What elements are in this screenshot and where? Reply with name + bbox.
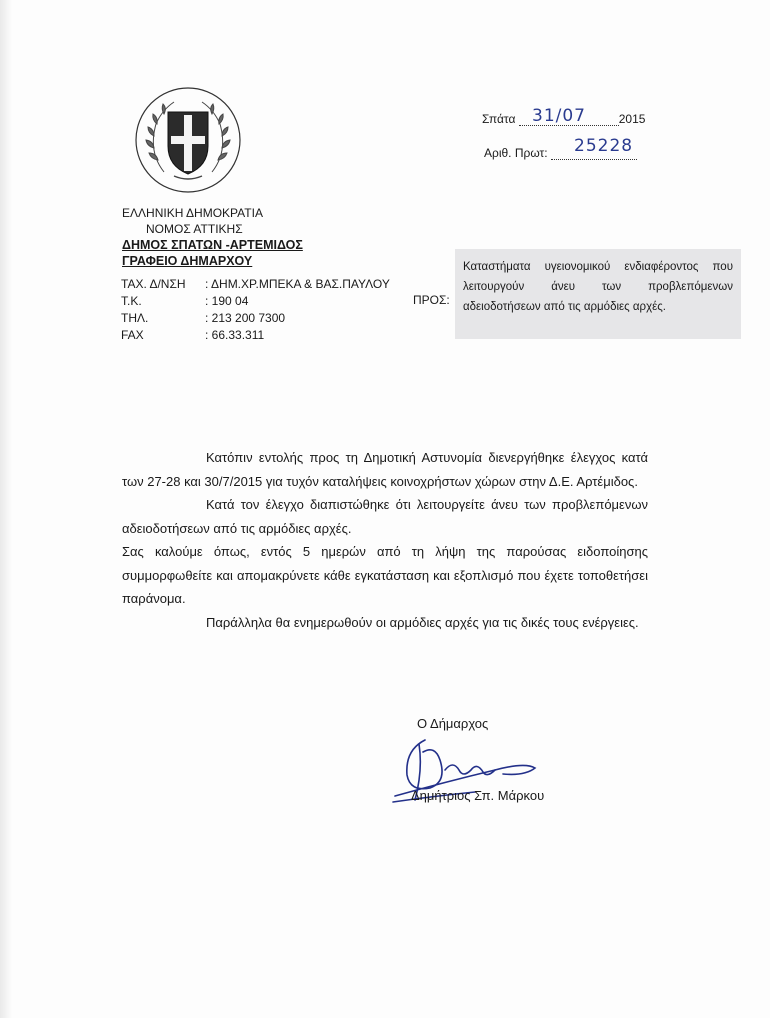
contact-row-fax bbox=[121, 327, 390, 344]
contact-value: : ΔΗΜ.ΧΡ.ΜΠΕΚΑ & ΒΑΣ.ΠΑΥΛΟΥ bbox=[205, 277, 390, 291]
office-name: ΓΡΑΦΕΙΟ ΔΗΜΑΡΧΟΥ bbox=[122, 254, 253, 268]
municipality-name: ΔΗΜΟΣ ΣΠΑΤΩΝ -ΑΡΤΕΜΙΔΟΣ bbox=[122, 238, 303, 252]
contact-label: ΤΑΧ. Δ/ΝΣΗ bbox=[121, 277, 186, 291]
recipient-box bbox=[455, 249, 741, 339]
handwritten-date: 31/07 bbox=[532, 106, 586, 126]
date-and-protocol bbox=[482, 106, 646, 180]
date-year: 2015 bbox=[618, 112, 646, 126]
body-paragraph: Παράλληλα θα ενημερωθούν οι αρμόδιες αρχές για τις δικές τους ενέργειες. bbox=[206, 614, 639, 630]
contact-row-postcode bbox=[121, 293, 390, 310]
letter-body bbox=[122, 446, 648, 634]
contact-value: : 190 04 bbox=[205, 294, 249, 308]
contact-label: Τ.Κ. bbox=[121, 294, 142, 308]
recipient-text: Καταστήματα υγειονομικού ενδιαφέροντος που λειτουργούν άνευ των προβλεπόμενων αδειοδοτήσεων από τις αρμόδιες αρχές. bbox=[463, 261, 733, 313]
signature-block bbox=[385, 712, 575, 812]
signatory-name: Δημήτριος Σπ. Μάρκου bbox=[411, 788, 545, 803]
body-paragraph: Κατόπιν εντολής προς τη Δημοτική Αστυνομία διενεργήθηκε έλεγχος κατά των 27-28 και 30/7/2015 για τυχόν καταλήψεις κοινοχρήστων χώρων στην Δ.Ε. Αρτέμιδος. bbox=[122, 450, 648, 489]
contact-row-address bbox=[121, 276, 390, 293]
recipient-label: ΠΡΟΣ: bbox=[413, 293, 450, 307]
protocol-row bbox=[482, 136, 645, 180]
protocol-label: Αριθ. Πρωτ: bbox=[484, 146, 548, 160]
body-paragraph: Σας καλούμε όπως, εντός 5 ημερών από τη λήψη της παρούσας ειδοποίησης συμμορφωθείτε και απομακρύνετε κάθε εγκατάσταση και εξοπλισμό που έχετε τοποθετήσει παράνομα. bbox=[122, 544, 648, 606]
contact-row-phone bbox=[121, 310, 390, 327]
place-label: Σπάτα bbox=[482, 112, 516, 126]
contact-label: FAX bbox=[121, 328, 144, 342]
country-name: ΕΛΛΗΝΙΚΗ ΔΗΜΟΚΡΑΤΙΑ bbox=[122, 206, 263, 220]
body-paragraph: Κατά τον έλεγχο διαπιστώθηκε ότι λειτουργείτε άνευ των προβλεπόμενων αδειοδοτήσεων από τις αρμόδιες αρχές. bbox=[122, 497, 648, 536]
signatory-title: Ο Δήμαρχος bbox=[417, 716, 489, 731]
contact-details bbox=[121, 276, 390, 344]
prefecture-name: ΝΟΜΟΣ ΑΤΤΙΚΗΣ bbox=[146, 222, 243, 236]
contact-value: : 66.33.311 bbox=[205, 328, 265, 342]
greek-coat-of-arms-icon bbox=[134, 86, 242, 194]
contact-value: : 213 200 7300 bbox=[205, 311, 286, 325]
handwritten-protocol-number: 25228 bbox=[574, 136, 634, 156]
contact-label: ΤΗΛ. bbox=[121, 311, 149, 325]
issuer-header bbox=[122, 205, 303, 269]
page-edge-shadow bbox=[0, 0, 12, 1018]
